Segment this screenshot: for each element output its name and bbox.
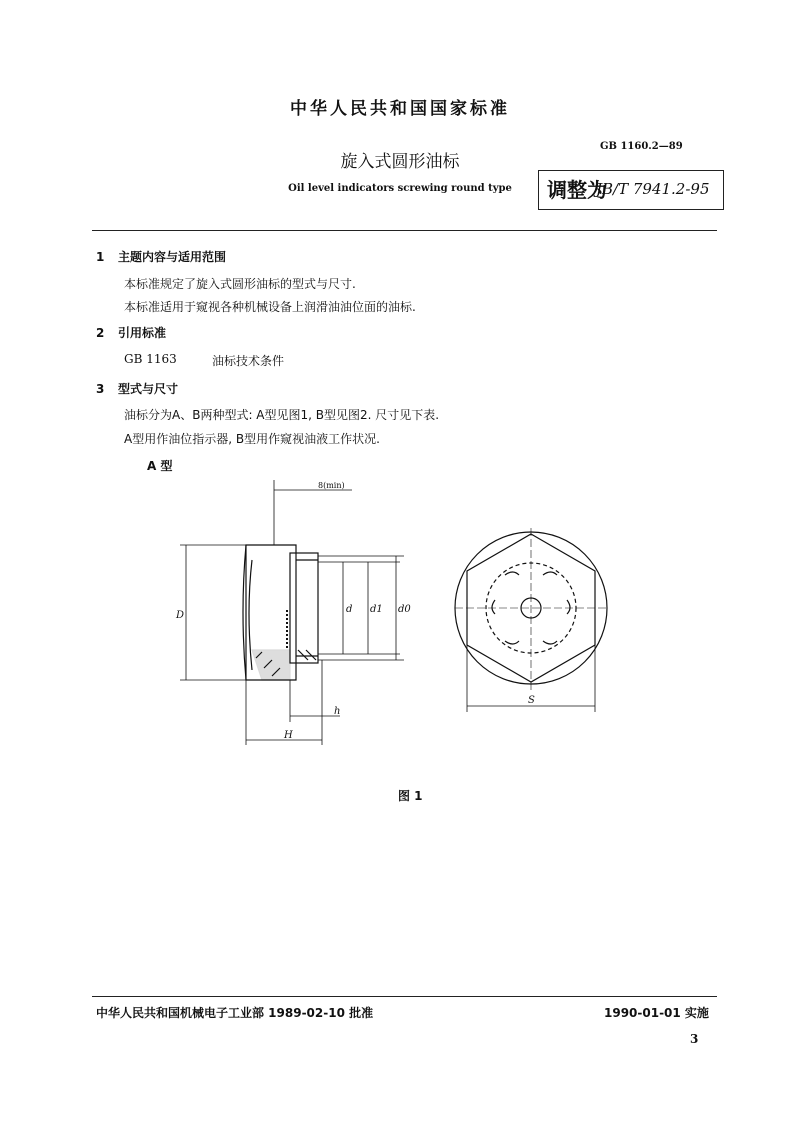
revision-stamp-text: 调整为 (547, 178, 607, 202)
dim-label-d0: d0 (398, 604, 411, 615)
dim-label-H: H (284, 730, 293, 741)
footer-rule (92, 996, 717, 997)
document-title-en: Oil level indicators screwing round type (288, 183, 512, 194)
section-1-paragraph: 本标准适用于窥视各种机械设备上润滑油油位面的油标. (124, 300, 416, 314)
approval-line: 中华人民共和国机械电子工业部 1989-02-10 批准 (96, 1006, 374, 1020)
implementation-date: 1990-01-01 实施 (604, 1006, 709, 1020)
dim-label-h: h (334, 706, 341, 717)
section-title: 主题内容与适用范围 (118, 250, 227, 264)
side-view-thread (290, 553, 318, 663)
revision-handwritten-number: JB/T 7941.2-95 (596, 180, 710, 198)
section-title: 型式与尺寸 (118, 382, 179, 396)
standard-number: GB 1160.2—89 (600, 141, 683, 152)
section-title: 引用标准 (118, 326, 167, 340)
section-number: 1 (96, 250, 105, 264)
dim-label-S: S (528, 695, 535, 706)
figure-caption: 图 1 (398, 789, 423, 803)
section-3-paragraph: 油标分为A、B两种型式: A型见图1, B型见图2. 尺寸见下表. (124, 408, 440, 422)
dim-label-min-gap: 8(min) (318, 481, 345, 490)
section-number: 2 (96, 326, 105, 340)
reference-name: 油标技术条件 (212, 354, 285, 368)
type-a-label: A 型 (147, 459, 173, 473)
dim-label-D: D (176, 610, 185, 621)
section-1-paragraph: 本标准规定了旋入式圆形油标的型式与尺寸. (124, 277, 356, 291)
section-3-paragraph: A型用作油位指示器, B型用作窥视油液工作状况. (124, 432, 380, 446)
document-title-cn: 旋入式圆形油标 (340, 152, 460, 172)
reference-code: GB 1163 (124, 352, 177, 366)
dim-label-d1: d1 (370, 604, 383, 615)
section-number: 3 (96, 382, 105, 396)
page-number: 3 (690, 1032, 699, 1046)
national-standard-heading: 中华人民共和国国家标准 (290, 99, 510, 119)
dim-label-d: d (346, 604, 353, 615)
